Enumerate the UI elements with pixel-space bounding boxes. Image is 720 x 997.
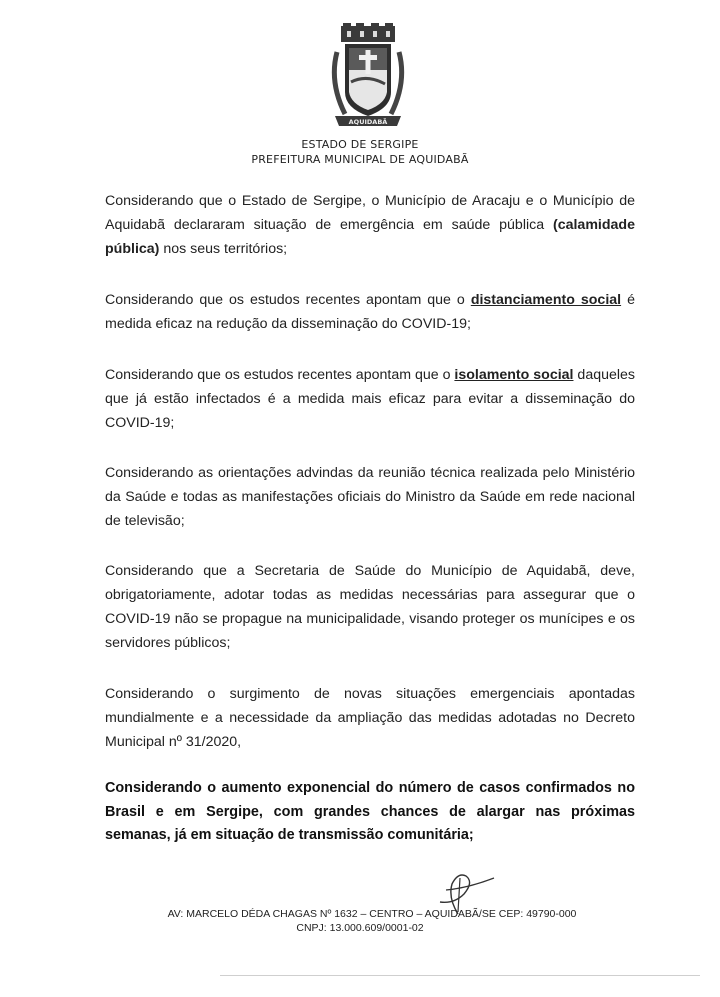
paragraph-3-tail: daqueles que já estão infectados é a medida mais eficaz para evitar a disseminação do COVID-19; (105, 367, 636, 431)
paragraph-3 (105, 363, 635, 435)
footer-address: AV: MARCELO DÉDA CHAGAS Nº 1632 – CENTRO – AQUIDABÃ/SE CEP: 49790-000 (167, 908, 577, 920)
paragraph-4: Considerando as orientações advindas da reunião técnica realizada pelo Ministério da Saúde e todas as manifestações oficiais do Ministro da Saúde em rede nacional de televisão; (105, 465, 635, 529)
paragraph-1 (105, 189, 635, 261)
paragraph-3-emphasis: isolamento social (454, 367, 574, 383)
paragraph-2-tail: é medida eficaz na redução da disseminação do COVID-19; (105, 292, 635, 332)
paragraph-2 (105, 288, 635, 336)
scan-edge-line (220, 975, 700, 976)
paragraph-2-text: Considerando que os estudos recentes apontam que o (105, 292, 471, 308)
paragraph-2-emphasis: distanciamento social (470, 292, 622, 308)
state-name: ESTADO DE SERGIPE (301, 138, 419, 151)
footer-cnpj: CNPJ: 13.000.609/0001-02 (296, 922, 424, 934)
paragraph-1-text: Considerando que o Estado de Sergipe, o Município de Aracaju e o Município de Aquidabã declararam situação de emergência em saúde pública (105, 193, 635, 233)
paragraph-6: Considerando o surgimento de novas situações emergenciais apontadas mundialmente e a necessidade da ampliação das medidas adotadas no Decreto Municipal nº 31/2020, (105, 686, 635, 750)
municipal-coat-of-arms (327, 22, 409, 132)
paragraph-7: Considerando o aumento exponencial do número de casos confirmados no Brasil e em Sergipe, com grandes chances de alargar nas próximas semanas, já em situação de transmissão comunitária; (105, 780, 635, 843)
paragraph-3-text: Considerando que os estudos recentes apontam que o (105, 367, 455, 383)
paragraph-1-tail: nos seus territórios; (159, 241, 288, 257)
paragraph-5: Considerando que a Secretaria de Saúde do Município de Aquidabã, deve, obrigatoriamente, adotar todas as medidas necessárias para assegurar que o COVID-19 não se propague na municipalidade, visando proteger os munícipes e os servidores públicos; (105, 563, 635, 651)
city-hall-name: PREFEITURA MUNICIPAL DE AQUIDABÃ (251, 153, 469, 166)
paragraph-1-emphasis: (calamidade pública) (105, 217, 635, 257)
svg-text:AQUIDABÃ: AQUIDABÃ (348, 118, 388, 126)
